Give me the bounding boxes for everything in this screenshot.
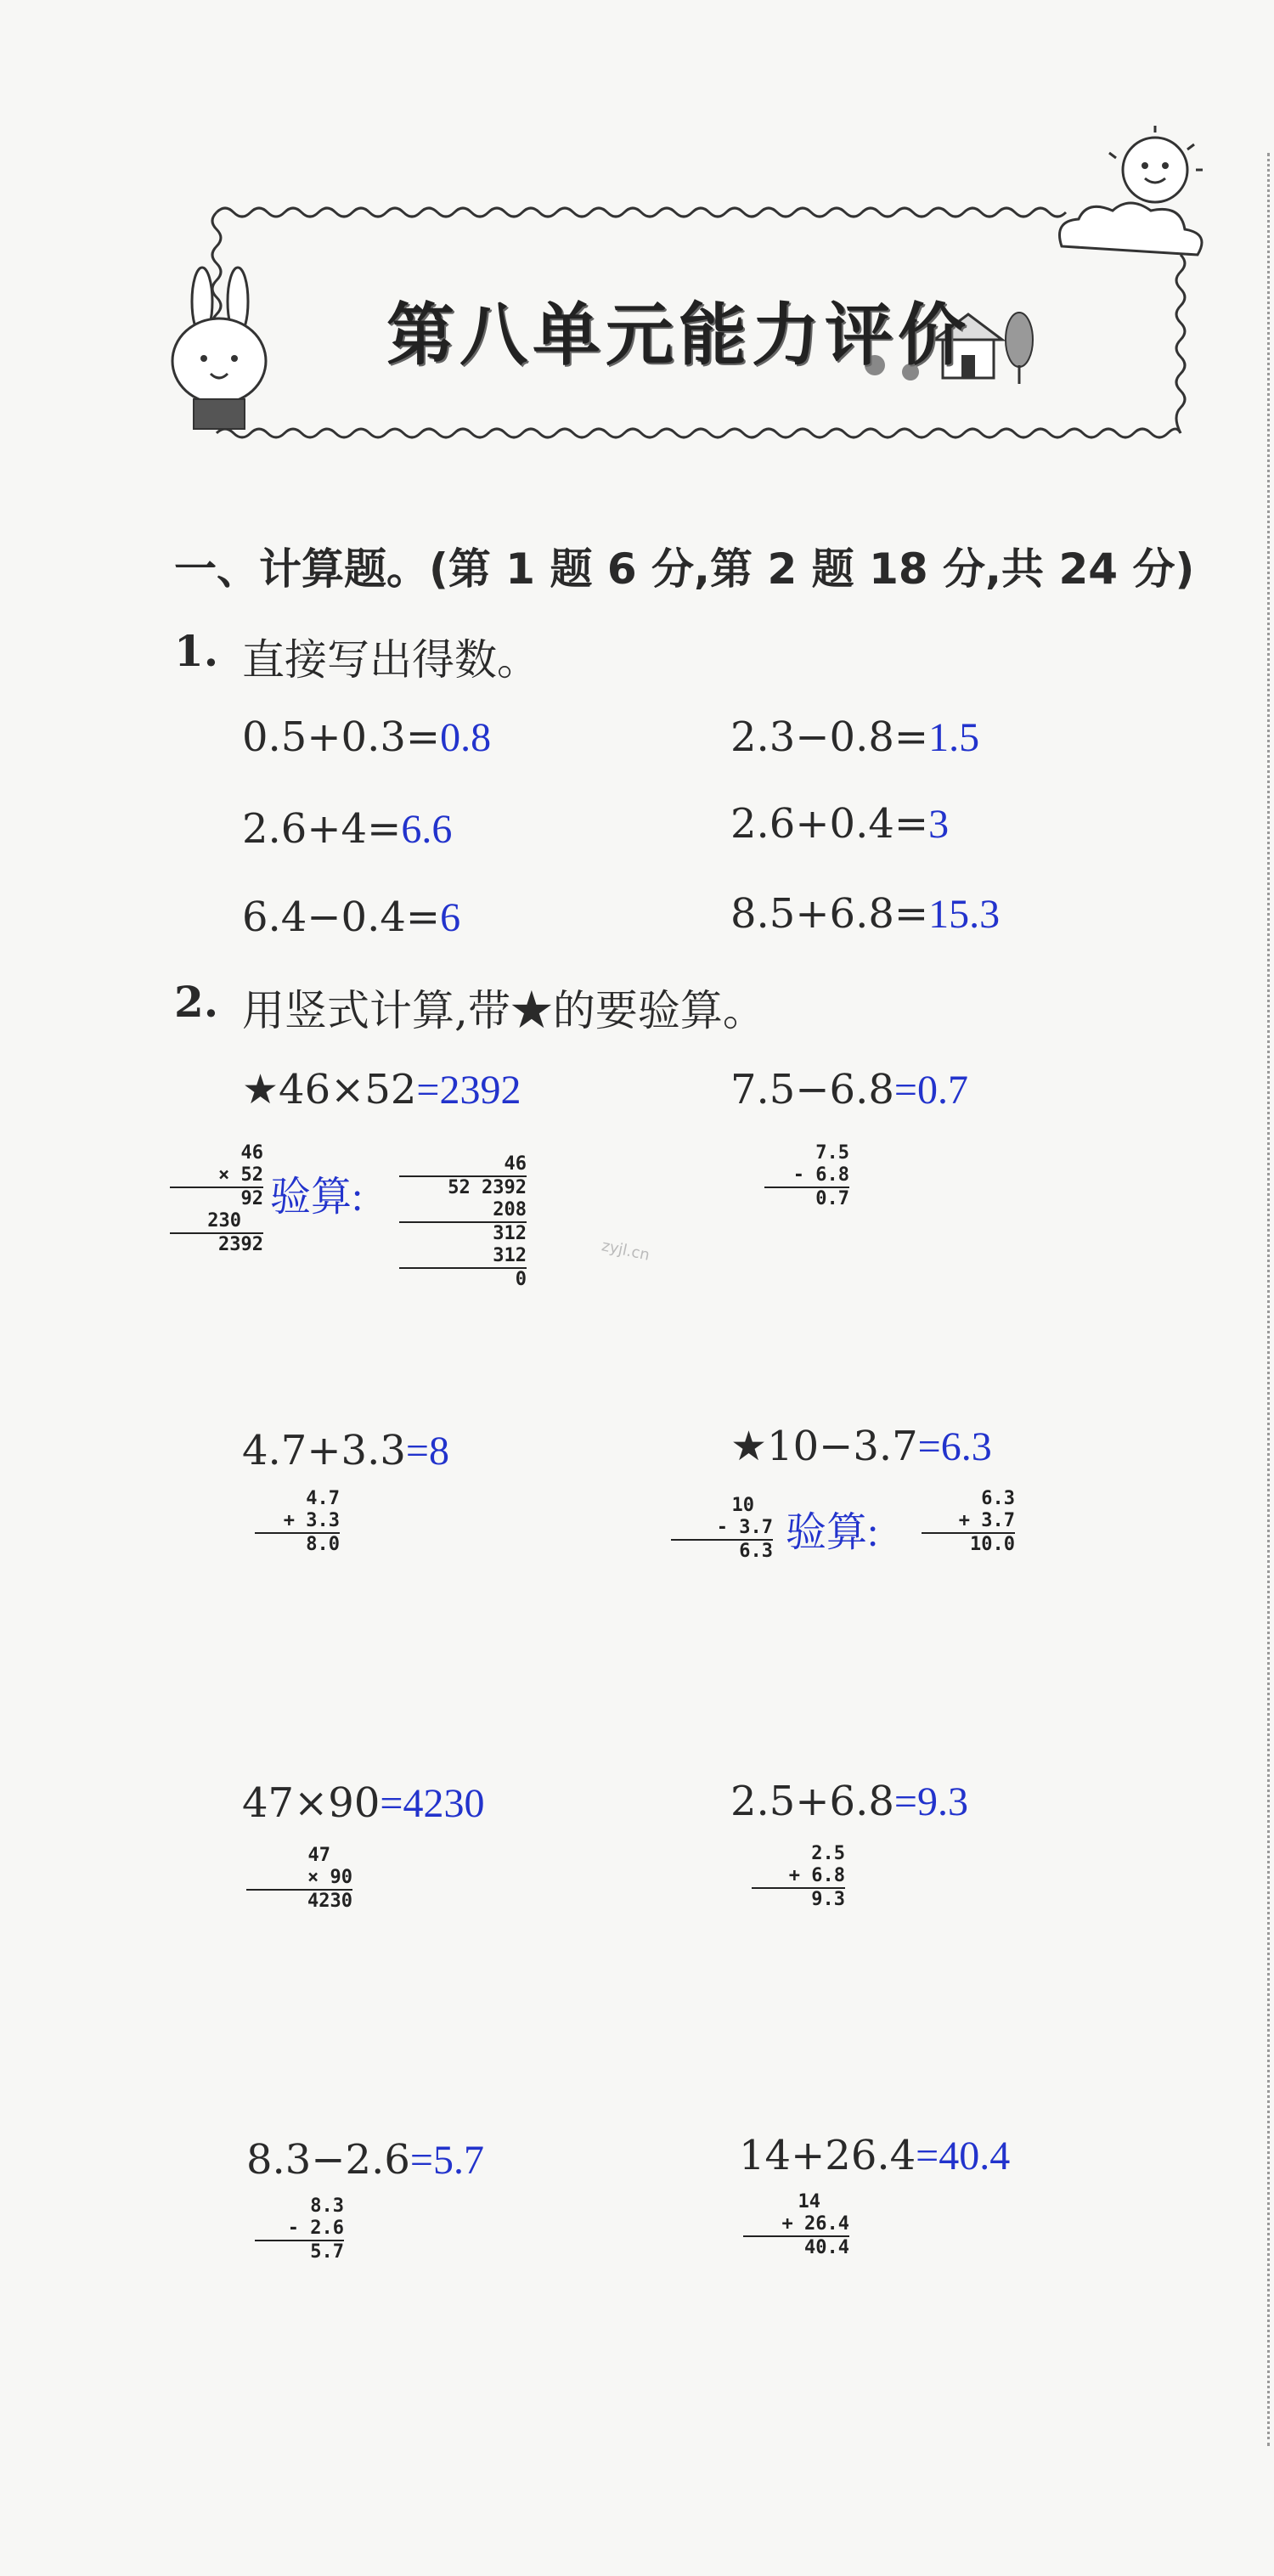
q2-item: 14+26.4=40.4: [739, 2132, 1011, 2179]
banner-title: 第八单元能力评价: [386, 296, 971, 375]
q2-label: 2.: [174, 977, 219, 1027]
vertical-work: 10 - 3.7 6.3: [671, 1495, 773, 1563]
check-label: 验算:: [270, 1175, 364, 1220]
vertical-work: 7.5 - 6.8 0.7: [764, 1142, 849, 1210]
q1-item: 2.6+4=6.6: [242, 805, 453, 853]
q1-item: 0.5+0.3=0.8: [242, 713, 492, 761]
q1-label: 1.: [174, 626, 219, 676]
vertical-work: 14 + 26.4 40.4: [743, 2191, 849, 2259]
q2-item: 8.3−2.6=5.7: [246, 2136, 484, 2184]
vertical-work: 2.5 + 6.8 9.3: [752, 1843, 845, 1911]
q2-item: 47×90=4230: [242, 1779, 485, 1827]
q1-item: 6.4−0.4=6: [242, 893, 461, 941]
check-work: 46 52 2392 208 312 312 0: [399, 1153, 527, 1291]
q2-item: ★46×52=2392: [242, 1066, 521, 1113]
q1-item: 2.3−0.8=1.5: [730, 713, 980, 761]
banner: [170, 136, 1189, 442]
vertical-work: 46 × 52 92 230 2392: [170, 1142, 263, 1256]
rabbit-icon: [161, 263, 280, 433]
q2-prompt: 用竖式计算,带★的要验算。: [242, 986, 765, 1035]
check-work: 6.3 + 3.7 10.0: [922, 1488, 1015, 1556]
section-heading: 一、计算题。(第 1 题 6 分,第 2 题 18 分,共 24 分): [174, 544, 1195, 594]
sun-cloud-icon: [1045, 119, 1232, 306]
q2-item: 2.5+6.8=9.3: [730, 1778, 968, 1825]
q2-item: ★10−3.7=6.3: [730, 1423, 992, 1470]
q2-item: 7.5−6.8=0.7: [730, 1066, 968, 1113]
watermark: zyjl.cn: [600, 1237, 651, 1265]
q1-item: 2.6+0.4=3: [730, 800, 950, 848]
q1-prompt: 直接写出得数。: [242, 635, 539, 685]
q1-item: 8.5+6.8=15.3: [730, 890, 1001, 938]
vertical-work: 8.3 - 2.6 5.7: [255, 2196, 344, 2263]
page-edge-divider: [1267, 153, 1270, 2446]
vertical-work: 47 × 90 4230: [246, 1845, 352, 1913]
vertical-work: 4.7 + 3.3 8.0: [255, 1488, 340, 1556]
check-label: 验算:: [786, 1510, 879, 1555]
q2-item: 4.7+3.3=8: [242, 1427, 449, 1474]
